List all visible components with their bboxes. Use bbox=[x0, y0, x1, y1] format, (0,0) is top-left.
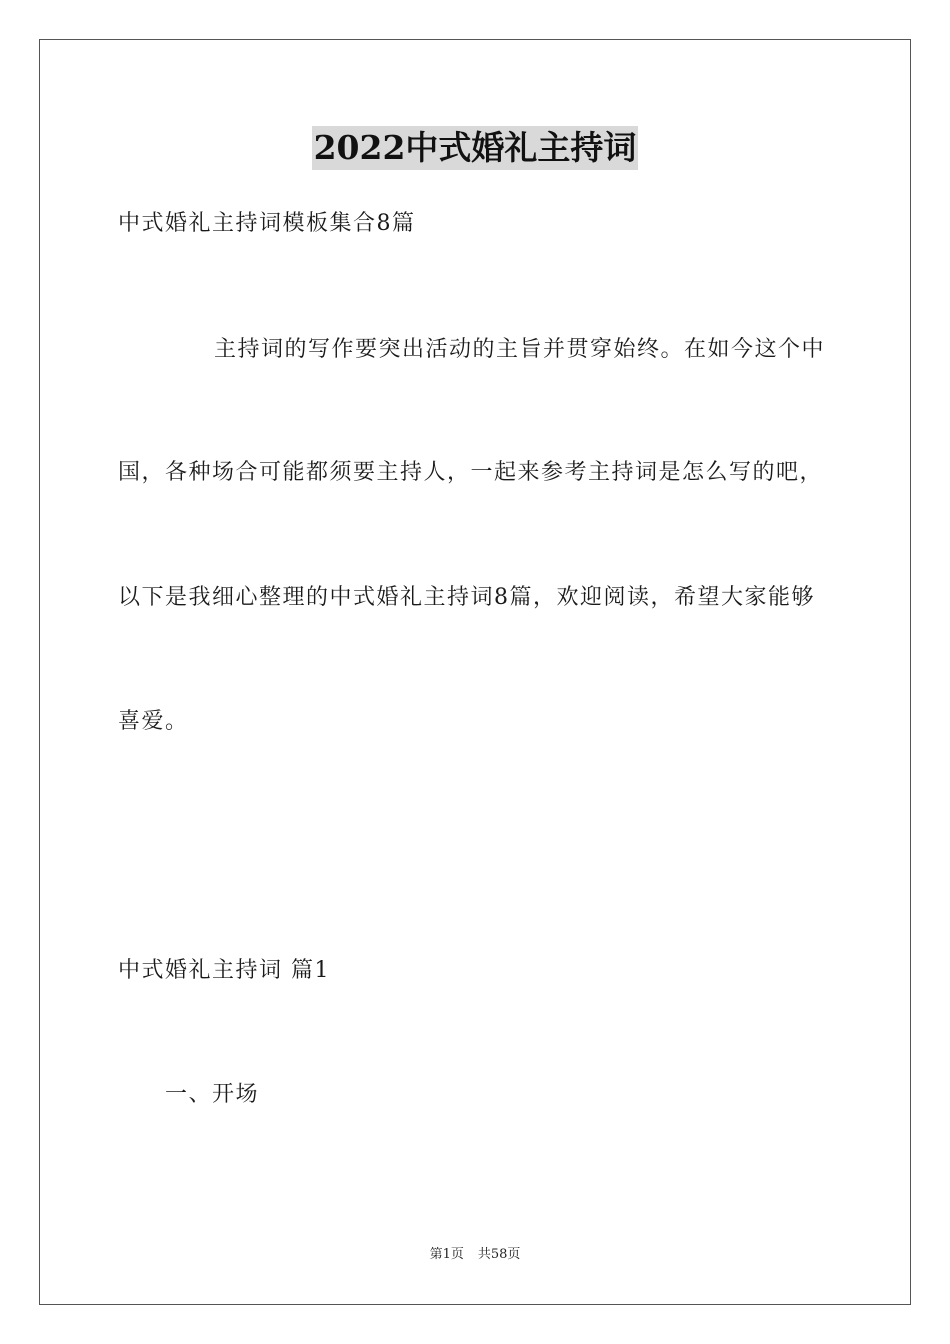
paragraph-line-4: 喜爱。 bbox=[118, 709, 189, 734]
title-container bbox=[0, 126, 950, 170]
page-total: 共58页 bbox=[477, 1247, 521, 1262]
section-heading: 中式婚礼主持词 篇1 bbox=[118, 958, 330, 983]
paragraph-line-1: 主持词的写作要突出活动的主旨并贯穿始终。在如今这个中 bbox=[214, 337, 826, 362]
subsection-heading: 一、开场 bbox=[165, 1082, 260, 1107]
paragraph-line-2: 国，各种场合可能都须要主持人，一起来参考主持词是怎么写的吧， bbox=[118, 460, 824, 485]
document-title: 2022中式婚礼主持词 bbox=[312, 126, 639, 170]
document-subtitle: 中式婚礼主持词模板集合8篇 bbox=[118, 211, 416, 236]
paragraph-line-3: 以下是我细心整理的中式婚礼主持词8篇，欢迎阅读，希望大家能够 bbox=[118, 585, 815, 610]
page-number: 第1页 bbox=[429, 1247, 464, 1262]
page-footer bbox=[0, 1246, 950, 1264]
